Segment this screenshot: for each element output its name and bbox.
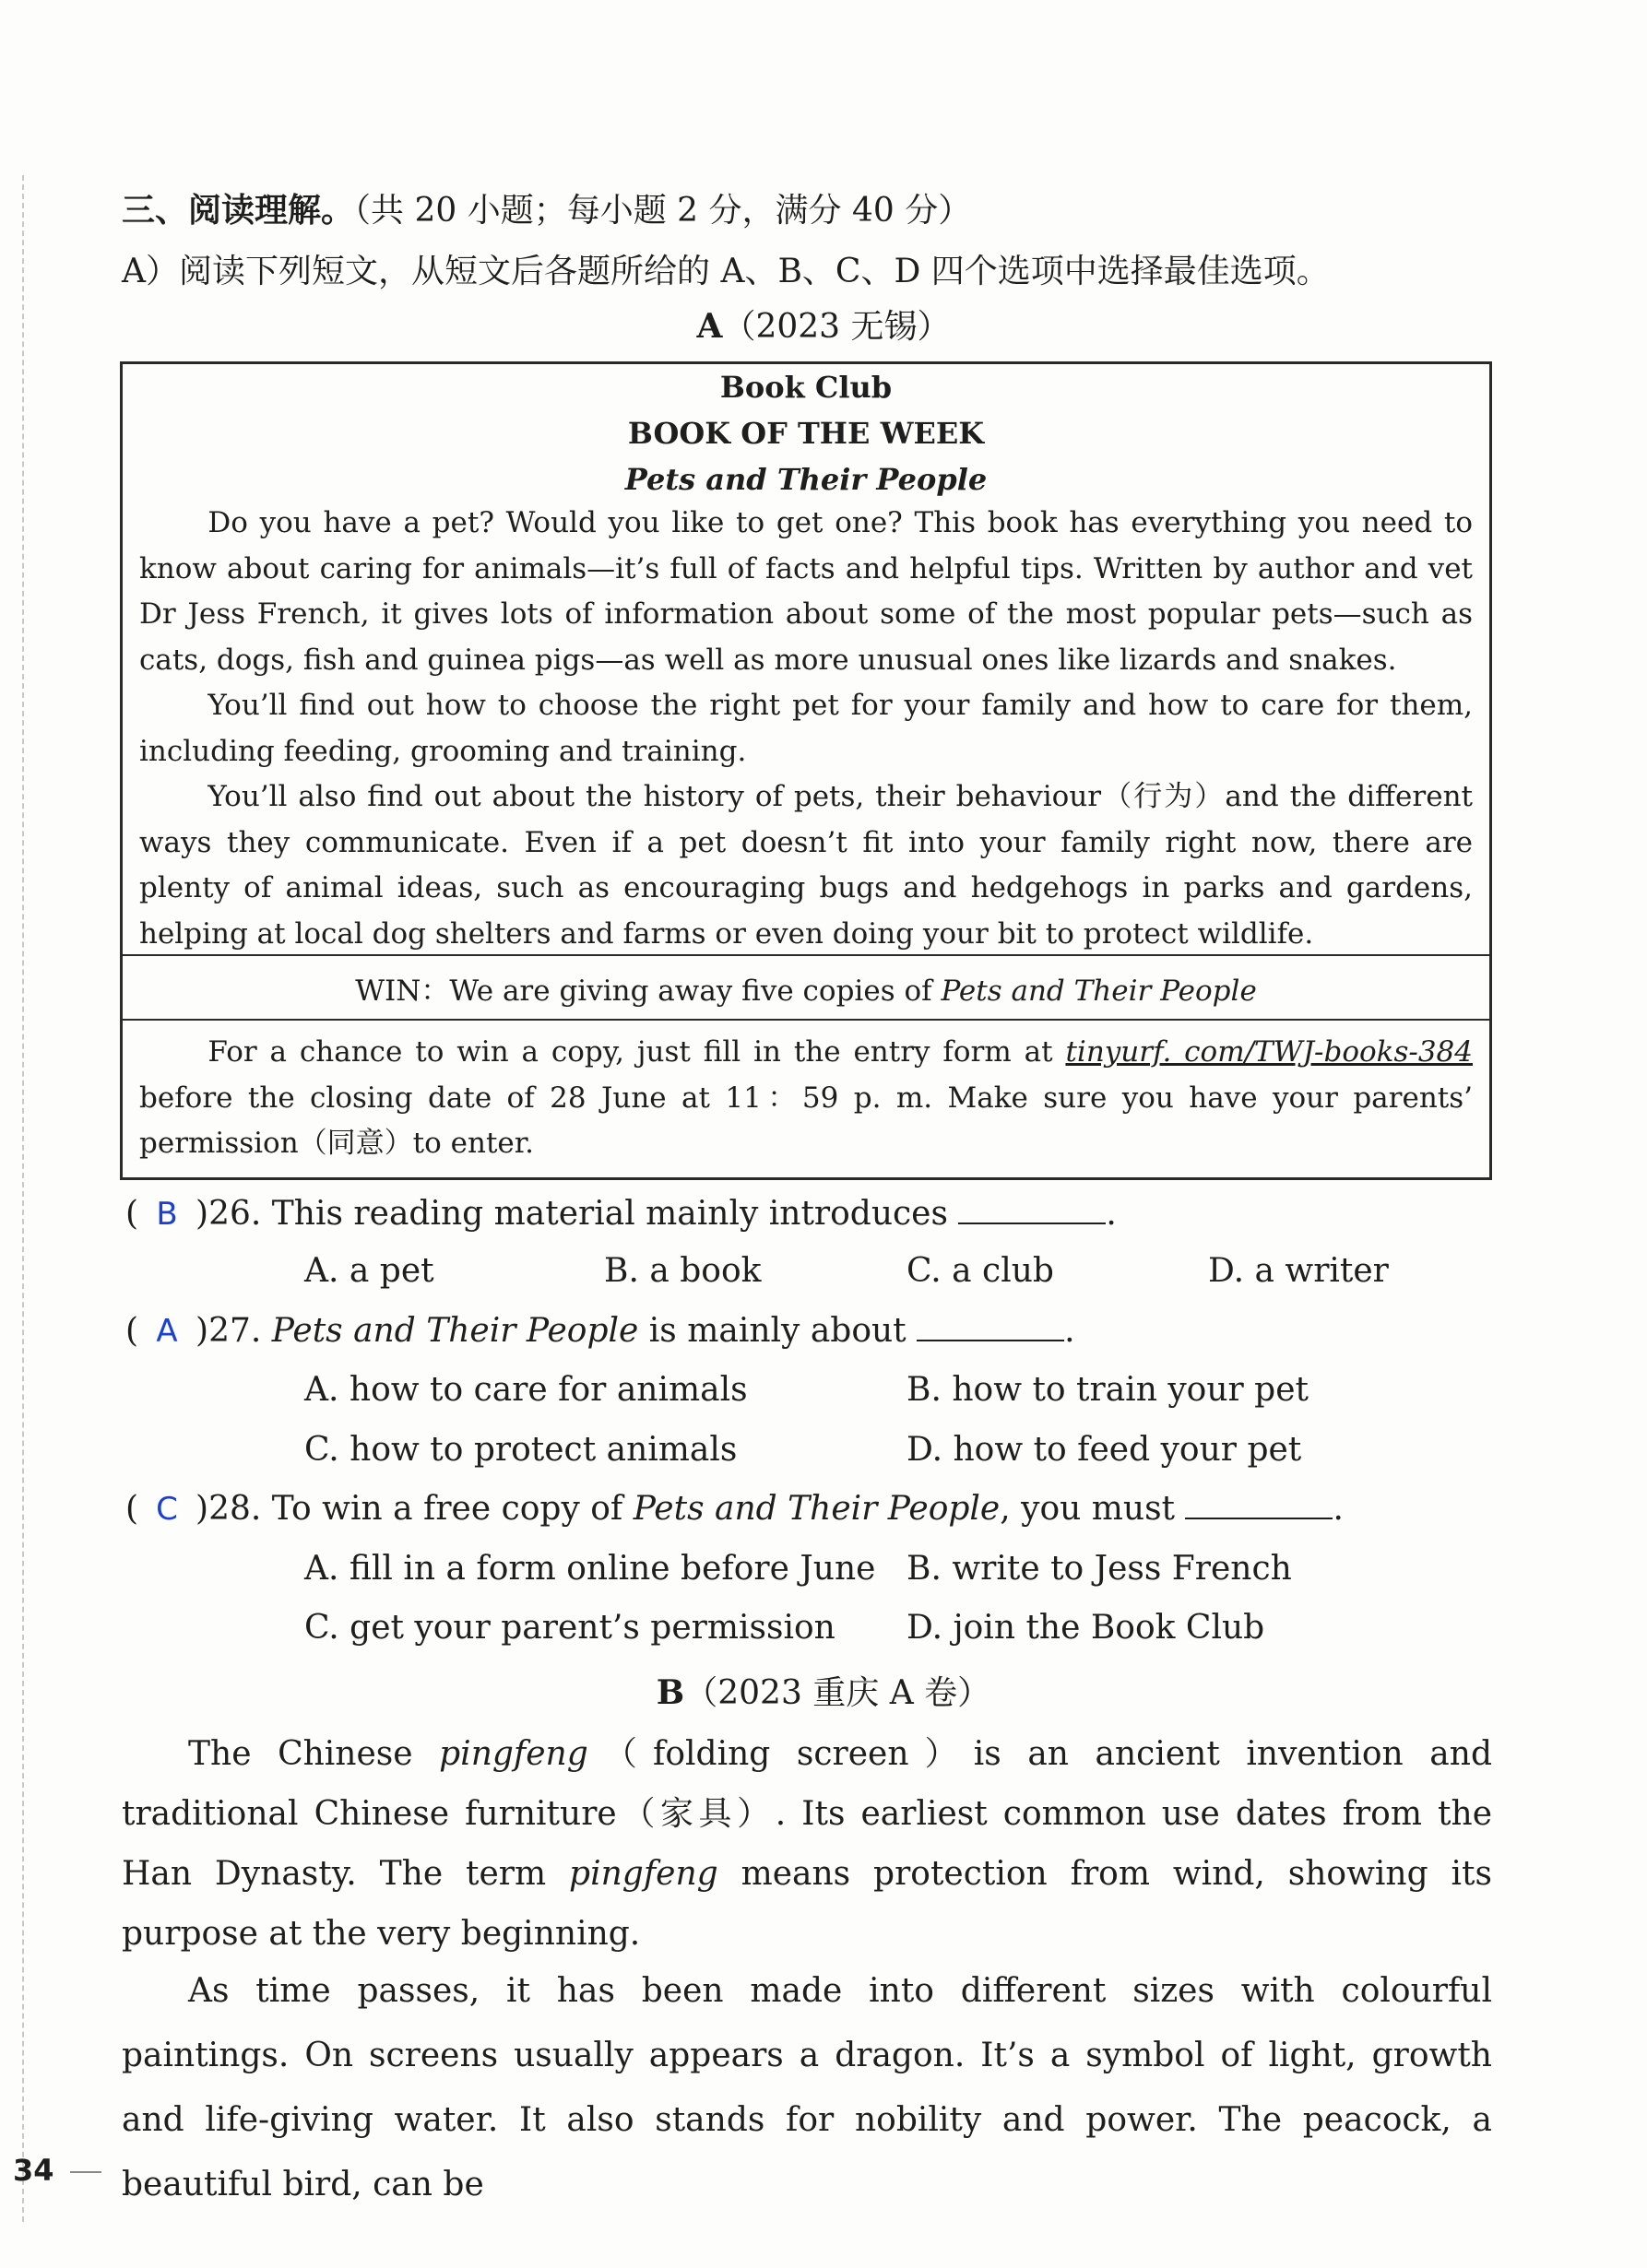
- question-book-title: Pets and Their People: [633, 1490, 1001, 1528]
- option-26-c: C. a club: [906, 1252, 1054, 1290]
- question-book-title: Pets and Their People: [271, 1312, 639, 1350]
- section-heading-title: 三、阅读理解。: [122, 191, 355, 230]
- section-heading-detail: （共 20 小题；每小题 2 分，满分 40 分）: [354, 192, 972, 230]
- answer-blank: [1185, 1492, 1333, 1519]
- passage-b-source: （2023 重庆 A 卷）: [684, 1674, 991, 1712]
- option-28-b: B. write to Jess French: [906, 1550, 1292, 1588]
- passage-b-label: B: [656, 1673, 685, 1712]
- entry-url-link[interactable]: tinyurf. com/TWJ-books-384: [1065, 1035, 1473, 1069]
- book-club-box: [120, 361, 1492, 1180]
- question-number: )28.: [196, 1490, 262, 1528]
- option-28-c: C. get your parent’s permission: [304, 1609, 835, 1647]
- question-stem: is mainly about: [638, 1312, 918, 1350]
- question-28: [125, 1490, 1344, 1528]
- passage-b-paragraph-1: [122, 1724, 1492, 1964]
- question-stem: This reading material mainly introduces: [271, 1195, 959, 1233]
- section-heading: [122, 184, 971, 231]
- term-pingfeng: pingfeng: [569, 1855, 718, 1893]
- answer-blank: [917, 1314, 1064, 1341]
- passage-text: As time passes, it has been made into different sizes with colourful paintings. On screens usually appears a dragon. It’s a symbol of light, growth and life-giving water. It also stands for nobility and power. The peacock, a beautiful bird, can be: [122, 1972, 1492, 2203]
- term-pingfeng: pingfeng: [439, 1735, 588, 1773]
- question-number: )27.: [196, 1312, 262, 1350]
- option-26-a: A. a pet: [304, 1252, 434, 1290]
- box-divider: [123, 954, 1489, 956]
- passage-text: means protection from wind, showing its purpose at the very beginning.: [122, 1855, 1492, 1953]
- book-title: Pets and Their People: [624, 462, 988, 497]
- passage-b-paragraph-2: [122, 1959, 1492, 2217]
- entry-instructions: [139, 1030, 1473, 1167]
- win-notice-text: WIN：We are giving away five copies of: [355, 975, 942, 1008]
- answer-26: B: [156, 1196, 178, 1233]
- win-notice: [123, 967, 1489, 1009]
- passage-b-title: [0, 1667, 1647, 1714]
- question-27: [125, 1312, 1075, 1350]
- book-paragraph: Do you have a pet? Would you like to get one? This book has everything you need to know about caring for animals—it’s full of facts and helpful tips. Written by author and vet Dr Jess French, it gives lots of information about some of the most popular pets—such as cats, dogs, fish and guinea pigs—as well as more unusual ones like lizards and snakes.: [139, 506, 1473, 677]
- answer-paren-open: (: [125, 1490, 139, 1528]
- binding-margin-line: [22, 175, 24, 2222]
- answer-paren-open: (: [125, 1312, 139, 1350]
- book-paragraph: You’ll also find out about the history of pets, their behaviour（行为）and the different ways they communicate. Even if a pet doesn’t fit into your family right now, there are plenty of animal ideas, such as encouraging bugs and hedgehogs in parks and gardens, helping at local dog shelters and farms or even doing your bit to protect wildlife.: [139, 780, 1473, 951]
- passage-text: The Chinese: [188, 1735, 440, 1773]
- passage-a-title: [0, 301, 1647, 348]
- entry-text-end: before the closing date of 28 June at 11：59 p. m. Make sure you have your parents’ permission（同意）to enter.: [139, 1081, 1473, 1160]
- option-26-d: D. a writer: [1208, 1252, 1389, 1290]
- option-26-b: B. a book: [604, 1252, 762, 1290]
- option-27-b: B. how to train your pet: [906, 1371, 1309, 1409]
- question-26: [125, 1195, 1117, 1233]
- book-club-title: Book Club: [719, 370, 893, 405]
- box-divider: [123, 1019, 1489, 1021]
- option-28-a: A. fill in a form online before June: [304, 1550, 876, 1588]
- option-27-a: A. how to care for animals: [304, 1371, 748, 1409]
- question-number: )26.: [196, 1195, 262, 1233]
- answer-27: A: [156, 1313, 178, 1350]
- book-paragraph: You’ll find out how to choose the right pet for your family and how to care for them, including feeding, grooming and training.: [139, 689, 1473, 768]
- page-number: 34: [13, 2153, 54, 2188]
- entry-text: For a chance to win a copy, just fill in the entry form at: [207, 1035, 1066, 1069]
- book-of-week-heading: BOOK OF THE WEEK: [627, 416, 985, 451]
- option-27-c: C. how to protect animals: [304, 1431, 738, 1469]
- passage-a-label: A: [696, 307, 723, 346]
- page-number-dash: [70, 2171, 101, 2173]
- option-27-d: D. how to feed your pet: [906, 1431, 1302, 1469]
- question-end: .: [1106, 1195, 1117, 1233]
- book-description: [139, 501, 1473, 957]
- question-end: .: [1064, 1312, 1075, 1350]
- option-28-d: D. join the Book Club: [906, 1609, 1265, 1647]
- answer-blank: [958, 1197, 1106, 1224]
- passage-text: （folding screen）is an ancient invention and traditional Chinese furniture（家具）. Its earliest common use dates from the Han Dynasty. The term: [122, 1735, 1492, 1893]
- question-stem-prefix: To win a free copy of: [271, 1490, 634, 1528]
- question-stem: , you must: [1000, 1490, 1186, 1528]
- passage-a-source: （2023 无锡）: [722, 308, 951, 346]
- instruction-text: A）阅读下列短文，从短文后各题所给的 A、B、C、D 四个选项中选择最佳选项。: [122, 253, 1330, 290]
- question-end: .: [1333, 1490, 1344, 1528]
- answer-28: C: [156, 1491, 178, 1528]
- win-book-title: Pets and Their People: [941, 975, 1257, 1008]
- answer-paren-open: (: [125, 1195, 139, 1233]
